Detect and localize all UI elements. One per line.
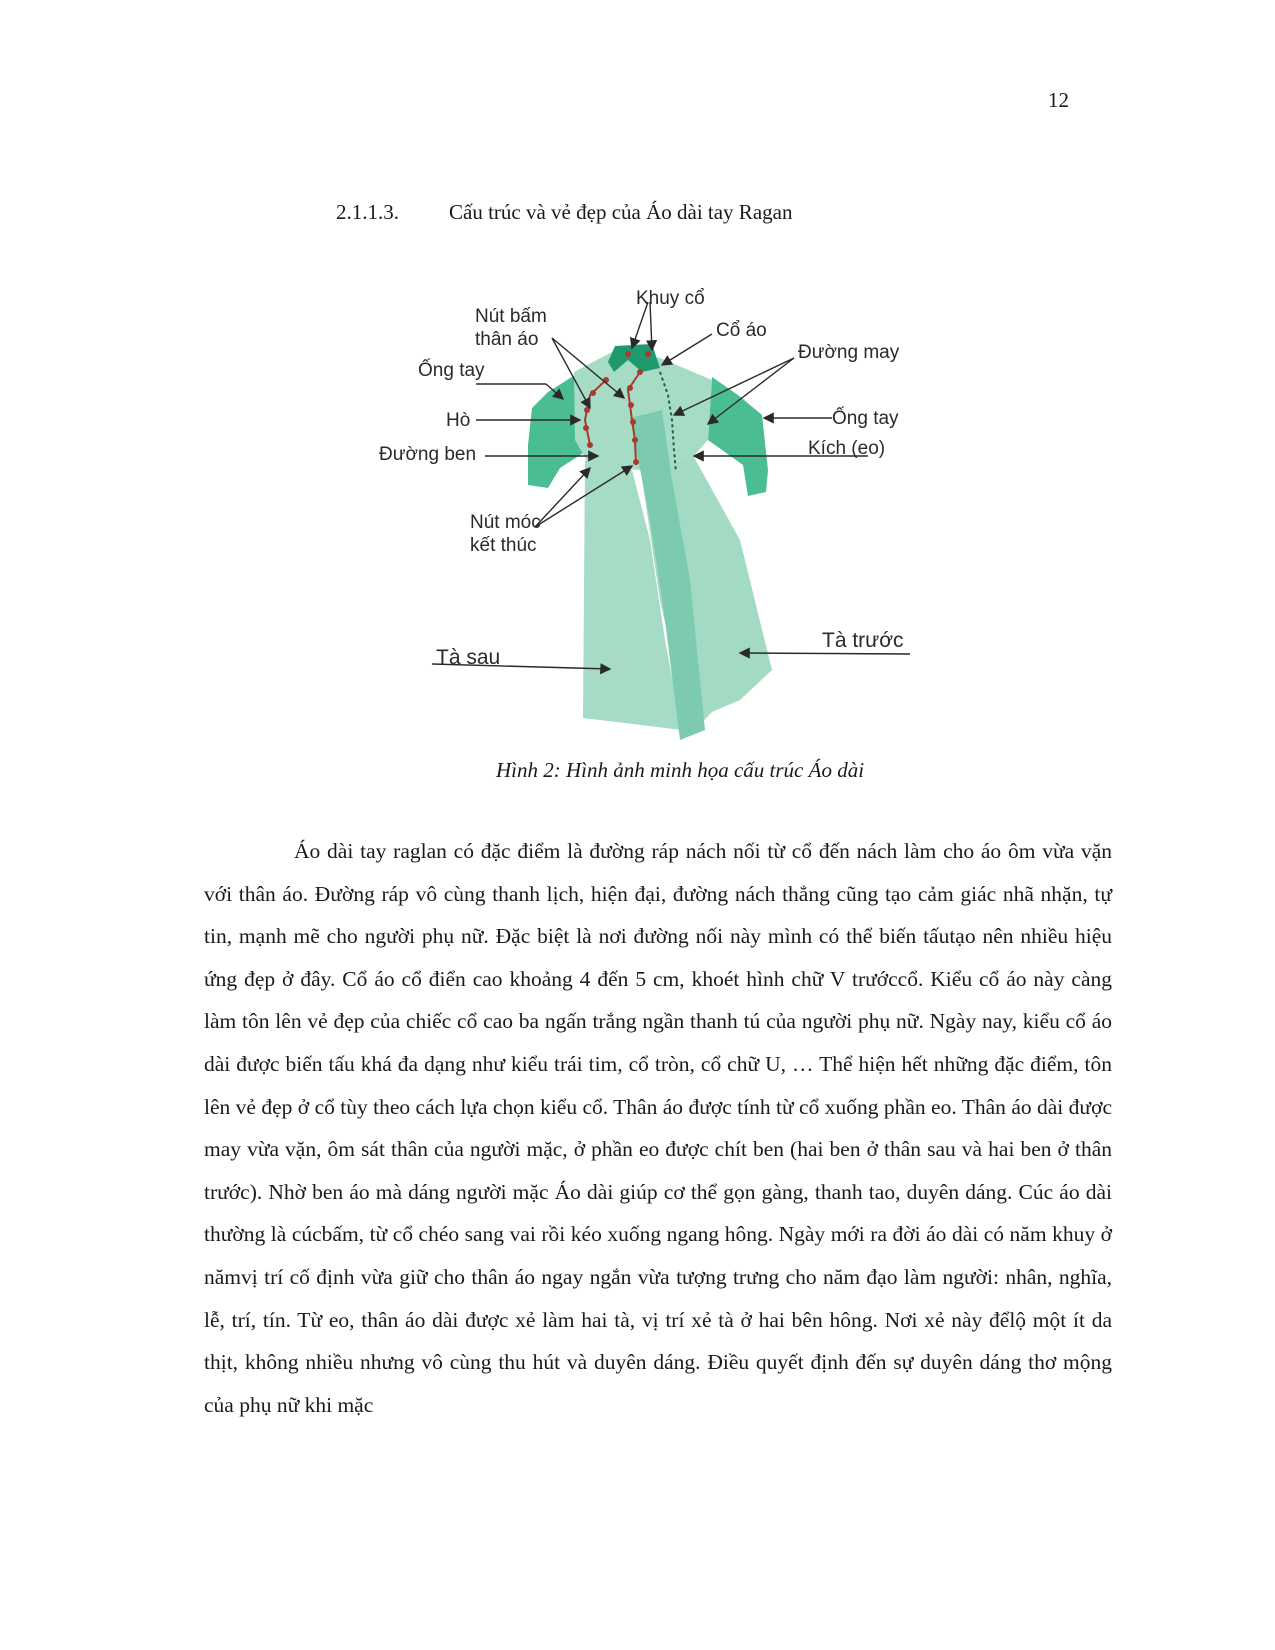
left-sleeve bbox=[528, 375, 588, 488]
label-ho: Hò bbox=[446, 410, 471, 431]
label-ta-sau: Tà sau bbox=[436, 646, 501, 669]
label-duong-ben: Đường ben bbox=[379, 444, 477, 465]
right-sleeve bbox=[708, 377, 768, 496]
button-dots bbox=[583, 351, 651, 465]
label-co-ao: Cổ áo bbox=[716, 320, 767, 341]
ao-dai-illustration bbox=[528, 344, 772, 740]
label-duong-may: Đường may bbox=[798, 342, 900, 363]
label-nut-moc-1: Nút móc bbox=[470, 512, 541, 533]
figure-labels bbox=[379, 288, 904, 669]
page-number: 12 bbox=[1048, 88, 1069, 112]
collar bbox=[608, 344, 660, 372]
label-nut-moc-2: kết thúc bbox=[470, 535, 537, 556]
body-paragraph: Áo dài tay raglan có đặc điểm là đường ráp nách nối từ cổ đến nách làm cho áo ôm vừa vặn với thân áo. Đường ráp vô cùng thanh lịch, hiện đại, đường nách thẳng cũng tạo cảm giác nhã nhặn, tự tin, mạnh mẽ cho người phụ nữ. Đặc biệt là nơi đường nối này mình có thể biến tấutạo nên nhiều hiệu ứng đẹp ở đây. Cổ áo cổ điển cao khoảng 4 đến 5 cm, khoét hình chữ V trướccổ. Kiểu cổ áo này càng làm tôn lên vẻ đẹp của chiếc cổ cao ba ngấn trắng ngần thanh tú của người phụ nữ. Ngày nay, kiểu cổ áo dài được biến tấu khá đa dạng như kiểu trái tim, cổ tròn, cổ chữ U, … Thể hiện hết những đặc điểm, tôn lên vẻ đẹp ở cổ tùy theo cách lựa chọn kiểu cổ. Thân áo được tính từ cổ xuống phần eo. Thân áo dài được may vừa vặn, ôm sát thân của người mặc, ở phần eo được chít ben (hai ben ở thân sau và hai ben ở thân trước). Nhờ ben áo mà dáng người mặc Áo dài giúp cơ thể gọn gàng, thanh tao, duyên dáng. Cúc áo dài thường là cúcbấm, từ cổ chéo sang vai rồi kéo xuống ngang hông. Ngày mới ra đời áo dài có năm khuy ở nămvị trí cố định vừa giữ cho thân áo ngay ngắn vừa tượng trưng cho năm đạo làm người: nhân, nghĩa, lễ, trí, tín. Từ eo, thân áo dài được xẻ làm hai tà, vị trí xẻ tà ở hai bên hông. Nơi xẻ này đểlộ một ít da thịt, không nhiều nhưng vô cùng thu hút và duyên dáng. Điều quyết định đến sự duyên dáng thơ mộng của phụ nữ khi mặc bbox=[204, 839, 1112, 1417]
label-ta-truoc: Tà trước bbox=[822, 629, 904, 652]
figure-caption: Hình 2: Hình ảnh minh họa cấu trúc Áo dài bbox=[495, 758, 865, 782]
section-title: Cấu trúc và vẻ đẹp của Áo dài tay Ragan bbox=[449, 200, 793, 224]
front-panel bbox=[640, 450, 772, 735]
label-khuy-co: Khuy cổ bbox=[636, 288, 705, 309]
section-heading bbox=[336, 200, 792, 225]
ao-dai-structure-figure bbox=[0, 0, 1275, 760]
bodice bbox=[574, 352, 712, 470]
label-nut-bam-1: Nút bấm bbox=[475, 306, 547, 327]
label-nut-bam-2: thân áo bbox=[475, 329, 539, 350]
leader-lines bbox=[432, 302, 910, 669]
inner-panel bbox=[630, 410, 705, 740]
section-number: 2.1.1.3. bbox=[336, 200, 399, 224]
stitch-line bbox=[660, 372, 676, 472]
label-ong-tay-left: Ống tay bbox=[418, 360, 485, 381]
back-panel bbox=[583, 460, 682, 730]
label-kich-eo: Kích (eo) bbox=[808, 438, 886, 459]
label-ong-tay-right: Ống tay bbox=[832, 408, 899, 429]
